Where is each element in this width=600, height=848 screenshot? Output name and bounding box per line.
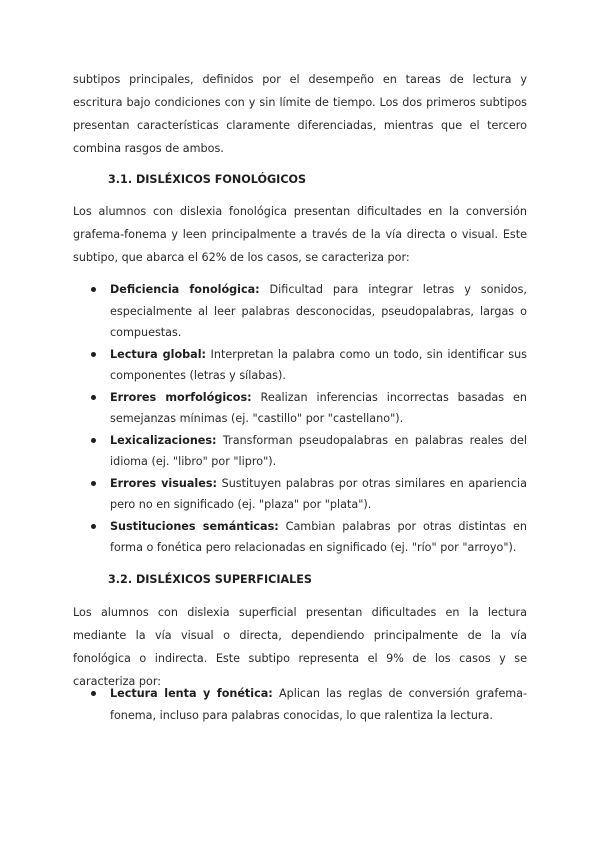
list-item-term: Lectura lenta y fonética: bbox=[110, 687, 273, 700]
list-item bbox=[73, 387, 527, 430]
list-item-term: Sustituciones semánticas: bbox=[110, 519, 279, 533]
list-item-term: Errores morfológicos: bbox=[110, 390, 252, 404]
list-item bbox=[73, 473, 527, 516]
list-item bbox=[73, 516, 527, 559]
list-item-desc: Cambian palabras por otras distintas en forma o fonética pero relacionadas en significado (ej. "río" por "arroyo"). bbox=[110, 519, 527, 554]
list-item bbox=[73, 683, 527, 726]
intro-paragraph: subtipos principales, definidos por el desempeño en tareas de lectura y escritura bajo condiciones con y sin límite de tiempo. Los dos primeros subtipos presentan características claramente diferenciadas, mientras que el tercero combina rasgos de ambos. bbox=[73, 73, 527, 155]
section-2-paragraph: Los alumnos con dislexia superficial presentan dificultades en la lectura mediante la vía visual o directa, dependiendo principalmente de la vía fonológica o indirecta. Este subtipo representa el 9% de los casos y se caracteriza por: bbox=[73, 606, 527, 688]
list-item-term: Lectura global: bbox=[110, 347, 207, 361]
list-item-term: Errores visuales: bbox=[110, 476, 217, 490]
section-1-list bbox=[73, 279, 527, 559]
bullet-icon bbox=[91, 524, 96, 529]
list-item-desc: Sustituyen palabras por otras similares en apariencia pero no en significado (ej. "plaza" por "plata"). bbox=[110, 476, 527, 511]
bullet-icon bbox=[91, 691, 96, 696]
section-2-heading: 3.2. DISLÉXICOS SUPERFICIALES bbox=[108, 573, 312, 586]
list-item bbox=[73, 344, 527, 387]
bullet-icon bbox=[91, 352, 96, 357]
section-1-heading: 3.1. DISLÉXICOS FONOLÓGICOS bbox=[108, 173, 307, 186]
list-item-desc: Interpretan la palabra como un todo, sin identificar sus componentes (letras y sílabas). bbox=[110, 347, 527, 382]
list-item bbox=[73, 279, 527, 344]
bullet-icon bbox=[91, 395, 96, 400]
list-item-desc: Dificultad para integrar letras y sonidos, especialmente al leer palabras desconocidas, pseudopalabras, largas o compuestas. bbox=[110, 283, 527, 339]
section-1-paragraph: Los alumnos con dislexia fonológica presentan dificultades en la conversión grafema-fonema y leen principalmente a través de la vía directa o visual. Este subtipo, que abarca el 62% de los casos, se caracteriza por: bbox=[73, 205, 527, 264]
list-item bbox=[73, 430, 527, 473]
bullet-icon bbox=[91, 438, 96, 443]
list-item-desc: Realizan inferencias incorrectas basadas en semejanzas mínimas (ej. "castillo" por "castellano"). bbox=[110, 390, 528, 425]
list-item-term: Lexicalizaciones: bbox=[110, 433, 217, 447]
bullet-icon bbox=[91, 481, 96, 486]
list-item-desc: Aplican las reglas de conversión grafema-fonema, incluso para palabras conocidas, lo que ralentiza la lectura. bbox=[110, 687, 528, 722]
section-2-list bbox=[73, 683, 527, 726]
bullet-icon bbox=[91, 287, 96, 292]
list-item-term: Deficiencia fonológica: bbox=[110, 283, 260, 296]
list-item-desc: Transforman pseudopalabras en palabras reales del idioma (ej. "libro" por "lipro"). bbox=[110, 433, 527, 468]
